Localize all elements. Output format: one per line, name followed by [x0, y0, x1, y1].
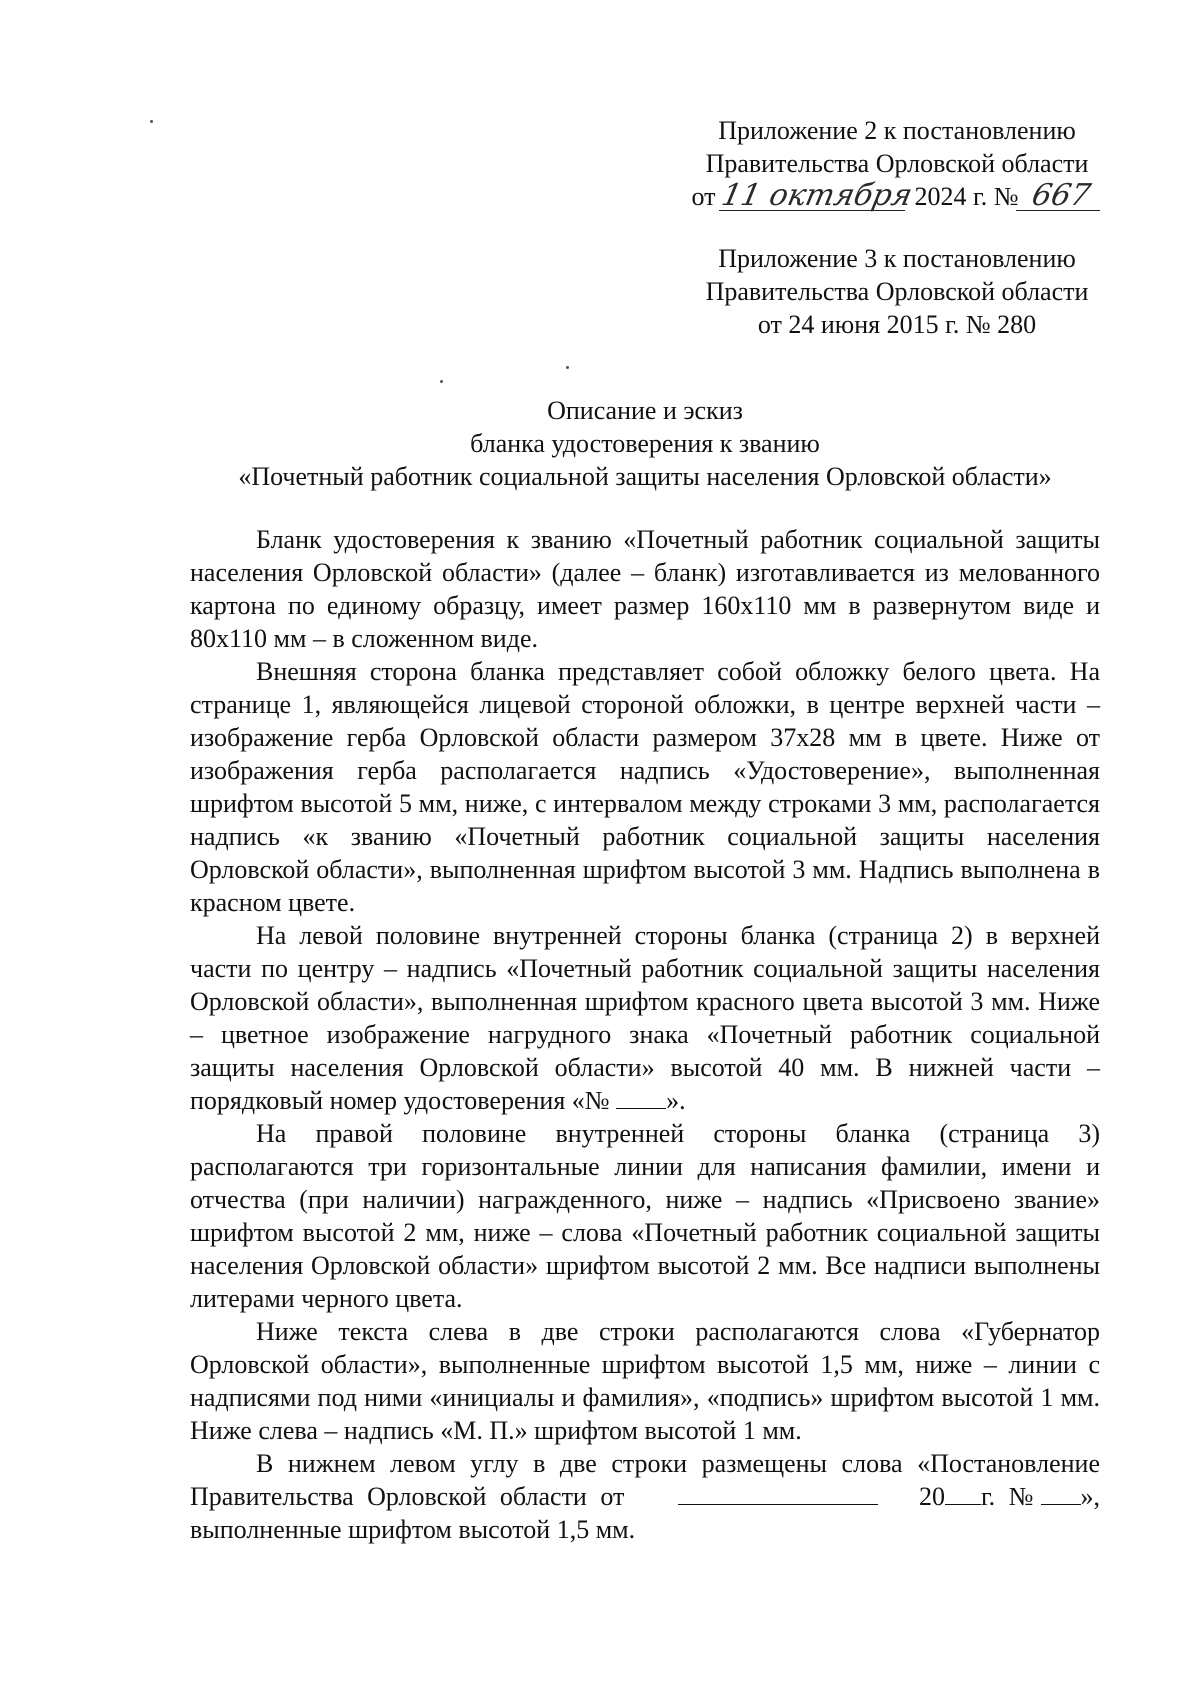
document-title	[190, 394, 1100, 493]
appendix-2-year: 2024 г. №	[914, 182, 1019, 211]
paragraph-6: В нижнем левом углу в две строки размещены слова «Постановление Правительства Орловской области от 20 г. № », выполненные шрифтом высотой 1,5 мм.	[190, 1449, 1100, 1544]
scan-speck	[566, 366, 569, 369]
paragraph-5: Ниже текста слева в две строки располагаются слова «Губернатор Орловской области», выполненные шрифтом высотой 1,5 мм, ниже – линии с надписями под ними «инициалы и фамилия», «подпись» шрифтом высотой 1 мм. Ниже слева – надпись «М. П.» шрифтом высотой 1 мм.	[190, 1317, 1100, 1445]
number-blank-line	[616, 1086, 666, 1109]
title-line-1: Описание и эскиз	[547, 396, 743, 425]
scan-speck	[150, 120, 153, 123]
paragraph-4: На правой половине внутренней стороны бланка (страница 3) располагаются три горизонтальные линии для написания фамилии, имени и отчества (при наличии) награжденного, ниже – надпись «Присвоено звание» шрифтом высотой 2 мм, ниже – слова «Почетный работник социальной защиты населения Орловской области» шрифтом высотой 2 мм. Все надписи выполнены литерами черного цвета.	[190, 1119, 1100, 1313]
appendix-2-line-2: Правительства Орловской области	[705, 149, 1089, 178]
reg-number-blank-line	[1041, 1482, 1081, 1505]
paragraph-2: Внешняя сторона бланка представляет собой обложку белого цвета. На странице 1, являющейся лицевой стороной обложки, в центре верхней части – изображение герба Орловской области размером 37х28 мм в цвете. Ниже от изображения герба располагается надпись «Удостоверение», выполненная шрифтом высотой 5 мм, ниже, с интервалом между строками 3 мм, располагается надпись «к званию «Почетный работник социальной защиты населения Орловской области», выполненная шрифтом высотой 3 мм. Надпись выполнена в красном цвете.	[190, 657, 1100, 917]
handwritten-date: 11 октября	[718, 178, 916, 213]
date-blank-line	[678, 1482, 878, 1505]
appendix-2-header	[672, 114, 1122, 213]
appendix-2-from: от	[691, 182, 716, 211]
title-line-3: «Почетный работник социальной защиты населения Орловской области»	[238, 462, 1052, 491]
appendix-2-line-3	[672, 180, 1122, 213]
appendix-3-header	[672, 242, 1122, 341]
handwritten-number: 667	[1015, 182, 1105, 211]
year-blank-line	[945, 1482, 981, 1505]
appendix-2-line-1: Приложение 2 к постановлению	[718, 116, 1076, 145]
paragraph-3: На левой половине внутренней стороны бланка (страница 2) в верхней части по центру – надпись «Почетный работник социальной защиты населения Орловской области», выполненная шрифтом красного цвета высотой 3 мм. Ниже – цветное изображение нагрудного знака «Почетный работник социальной защиты населения Орловской области» высотой 40 мм. В нижней части – порядковый номер удостоверения «№ ».	[190, 921, 1100, 1115]
appendix-3-line-1: Приложение 3 к постановлению	[718, 244, 1076, 273]
scan-speck	[440, 380, 443, 383]
paragraph-1: Бланк удостоверения к званию «Почетный работник социальной защиты населения Орловской области» (далее – бланк) изготавливается из мелованного картона по единому образцу, имеет размер 160х110 мм в развернутом виде и 80х110 мм – в сложенном виде.	[190, 525, 1100, 653]
title-line-2: бланка удостоверения к званию	[470, 429, 820, 458]
document-body	[190, 523, 1100, 1546]
appendix-3-line-3: от 24 июня 2015 г. № 280	[757, 310, 1037, 339]
appendix-3-line-2: Правительства Орловской области	[705, 277, 1089, 306]
